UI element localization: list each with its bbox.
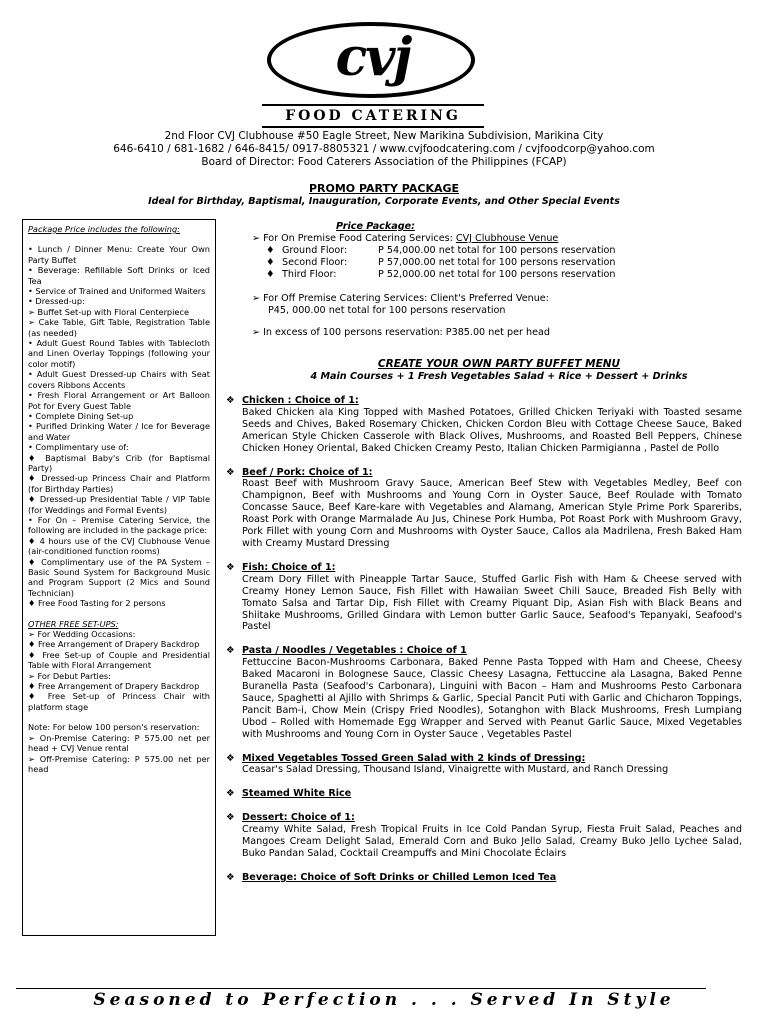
inclusions-list — [28, 244, 210, 608]
contact-line: 646-6410 / 681-1682 / 646-8415/ 0917-8805321 / www.cvjfoodcatering.com / cvjfoodcorp@yahoo.com — [113, 143, 655, 155]
diamond-bullet: ♦ — [266, 245, 275, 256]
other-setup-item: ♦ Free Arrangement of Drapery Backdrop — [28, 639, 200, 650]
four-diamond-icon: ❖ — [226, 645, 235, 657]
inclusion-item: ➢ Cake Table, Gift Table, Registration Table (as needed) — [28, 317, 210, 338]
menu-section-heading: Beverage: Choice of Soft Drinks or Chilled Lemon Iced Tea — [242, 871, 557, 883]
note-item: ➢ On-Premise Catering: P 575.00 net per head + CVJ Venue rental — [28, 732, 210, 754]
logo-name: FOOD CATERING — [285, 108, 461, 124]
floor-price-row — [252, 257, 746, 269]
menu-section-body: Roast Beef with Mushroom Gravy Sauce, American Beef Stew with Vegetables Medley, Beef con Champignon, Beef with Mushrooms and Young Corn in Oyster Sauce, Beef Roulade with Tomato Concasse Sauce, Beef Kare-kare with Vegetables and Alamang, American Style Prime Pork Spareribs, Roast Pork with Orange Marmalade Au Jus, Chinese Pork Humba, Pot Roast Pork with Mushroom Gravy, Pork Fillet with young Corn and Mushrooms with Oyster Sauce, Callos ala Madrilena, Fresh Baked Ham with Creamy Mustard Dressing — [242, 478, 742, 549]
menu-section-heading: Chicken : Choice of 1: — [242, 395, 359, 406]
floor-price: P 57,000.00 net total for 100 persons reservation — [378, 257, 616, 268]
four-diamond-icon: ❖ — [226, 752, 235, 764]
inclusion-item: • Beverage: Refillable Soft Drinks or Iced Tea — [28, 265, 210, 286]
buffet-title: CREATE YOUR OWN PARTY BUFFET MENU — [377, 358, 621, 370]
menu-section-body: Baked Chicken ala King Topped with Mashed Potatoes, Grilled Chicken Teriyaki with Toasted sesame Seeds and Chives, Baked Rosemary Chicken, Chicken Cordon Bleu with Cottage Cheese Sauce, Baked American Style Chicken Casserole with Black Olives, Mushrooms, and Roasted Bell Peppers, Chinese Chicken Honey Oriental, Baked Chicken Creamy Pesto, Italian Chicken Parmigianna , Pastel de Pollo — [242, 406, 742, 454]
floor-price-list — [252, 245, 746, 281]
board-line: Board of Director: Food Caterers Association of the Philippines (FCAP) — [201, 156, 567, 168]
promo-title-text: PROMO PARTY PACKAGE — [308, 182, 460, 195]
floor-price-row — [252, 245, 746, 257]
menu-section-heading: Pasta / Noodles / Vegetables : Choice of 1 — [242, 645, 467, 657]
address-line: 2nd Floor CVJ Clubhouse #50 Eagle Street, New Marikina Subdivision, Marikina City — [164, 130, 604, 142]
on-premise-venue: CVJ Clubhouse Venue — [455, 233, 559, 244]
floor-name: Second Floor: — [282, 257, 348, 268]
footer-rule — [16, 988, 706, 989]
inclusion-item: ➢ Buffet Set-up with Floral Centerpiece — [28, 306, 189, 317]
inclusion-item: • Purified Drinking Water / Ice for Beverage and Water — [28, 421, 210, 442]
company-logo — [258, 20, 488, 132]
menu-section-title — [226, 467, 742, 479]
floor-name: Ground Floor: — [282, 245, 348, 256]
off-premise-price: P45, 000.00 net total for 100 persons reservation — [268, 305, 506, 316]
logo-rule-top — [262, 104, 484, 106]
menu-section-heading: Dessert: Choice of 1: — [242, 812, 355, 824]
menu-section-heading: Beef / Pork: Choice of 1: — [242, 466, 373, 478]
inclusion-item: ♦ Free Food Tasting for 2 persons — [28, 598, 166, 609]
menu-section — [226, 753, 742, 777]
menu-section — [226, 872, 742, 884]
four-diamond-icon: ❖ — [226, 561, 235, 573]
inclusion-item: • Adult Guest Round Tables with Tablecloth and Linen Overlay Toppings (following your color motif) — [28, 338, 210, 369]
inclusion-item: • Complimentary use of: — [28, 442, 129, 453]
inclusion-item: • Dressed-up: — [28, 296, 85, 307]
menu-section-heading: Mixed Vegetables Tossed Green Salad with 2 kinds of Dressing: — [242, 752, 586, 764]
off-premise-line: ➢ For Off Premise Catering Services: Client's Preferred Venue: — [252, 293, 549, 304]
floor-price: P 54,000.00 net total for 100 persons reservation — [378, 245, 616, 256]
inclusion-item: • Fresh Floral Arrangement or Art Balloon Pot for Every Guest Table — [28, 390, 210, 411]
menu-section-body: Creamy White Salad, Fresh Tropical Fruits in Ice Cold Pandan Syrup, Fiesta Fruit Salad, Peaches and Mangoes Cream Delight Salad, Emerald Corn and Buko Jello Salad, Creamy Buko Jello Lychee Salad, Buko Pandan Salad, Cocktail Creampuffs and Mini Chocolate Éclairs — [242, 824, 742, 859]
logo-mark: cvj — [335, 27, 411, 88]
package-inclusions-box — [22, 219, 216, 936]
menu-section — [226, 395, 742, 455]
other-setup-item: ➢ For Debut Parties: — [28, 670, 111, 681]
diamond-bullet: ♦ — [266, 257, 275, 268]
menu-section-title — [226, 872, 742, 884]
menu-section-heading: Fish: Choice of 1: — [242, 561, 336, 573]
inclusion-item: • For On – Premise Catering Service, the following are included in the package price: — [28, 514, 210, 536]
inclusion-item: • Service of Trained and Uniformed Waiters — [28, 286, 206, 297]
menu-section-title — [226, 753, 742, 765]
menu-section-title — [226, 788, 742, 800]
menu-section — [226, 812, 742, 860]
floor-price: P 52,000.00 net total for 100 persons reservation — [378, 269, 616, 280]
buffet-subtitle: 4 Main Courses + 1 Fresh Vegetables Salad + Rice + Dessert + Drinks — [310, 371, 688, 382]
four-diamond-icon: ❖ — [226, 466, 235, 478]
other-setup-item: ♦ Free Set-up of Couple and Presidential Table with Floral Arrangement — [28, 649, 210, 671]
four-diamond-icon: ❖ — [226, 871, 235, 883]
four-diamond-icon: ❖ — [226, 812, 235, 824]
inclusion-item: ♦ Complimentary use of the PA System – Basic Sound System for Background Music and Program Support (2 Mics and Sound Technician) — [28, 556, 210, 598]
other-setup-item: ♦ Free Set-up of Princess Chair with platform stage — [28, 691, 210, 712]
inclusion-item: • Adult Guest Dressed-up Chairs with Seat covers Ribbons Accents — [28, 369, 210, 390]
diamond-bullet: ♦ — [266, 269, 275, 280]
inclusion-item: • Complete Dining Set-up — [28, 410, 134, 421]
inclusions-intro: Package Price includes the following: — [28, 224, 180, 234]
promo-title — [0, 182, 768, 195]
menu-section-title — [226, 395, 742, 407]
footer-slogan: Seasoned to Perfection . . . Served In Style — [93, 990, 675, 1010]
price-package-title: Price Package: — [336, 221, 415, 232]
menu-section-title — [226, 812, 742, 824]
menu-section-title — [226, 562, 742, 574]
other-setup-item: ♦ Free Arrangement of Drapery Backdrop — [28, 681, 200, 692]
other-setup-item: ➢ For Wedding Occasions: — [28, 629, 136, 640]
on-premise-line — [252, 233, 746, 245]
floor-name: Third Floor: — [282, 269, 337, 280]
excess-line: ➢ In excess of 100 persons reservation: P385.00 net per head — [252, 327, 550, 338]
price-package — [252, 221, 746, 339]
note-item: ➢ Off-Premise Catering: P 575.00 net per head — [28, 753, 210, 774]
inclusion-item: ♦ 4 hours use of the CVJ Clubhouse Venue (air-conditioned function rooms) — [28, 535, 210, 557]
menu-section — [226, 562, 742, 633]
floor-price-row — [252, 269, 746, 281]
menu-section — [226, 788, 742, 800]
inclusion-item: ♦ Baptismal Baby's Crib (for Baptismal Party) — [28, 452, 210, 473]
note-text: Note: For below 100 person's reservation: — [28, 722, 200, 733]
menu-section-body: Fettuccine Bacon-Mushrooms Carbonara, Baked Penne Pasta Topped with Ham and Cheese, Cheesy Baked Macaroni in Bolognese Sauce, Classic Cheesy Lasagna, Fettuccine ala Lasagna, Baked Penne Buranella Pasta (Seafood's Carbonara), Linguini with Bacon – Ham and Mushrooms Pesto Carbonara Sauce, Spaghetti al Ajillo with Shrimps & Garlic, Special Pancit Puti with Garlic and Chicharon Toppings, Pancit Bam-i, Chow Mein (Crispy Fried Noodles), Sotanghon with Black Mushrooms, Fresh Lumpiang Ubod – Rolled with Homemade Egg Wrapper and Served with Peanut Garlic Sauce, Mixed Vegetables with Mushrooms and Young Corn in Oyster Sauce , Vegetables Pastel — [242, 657, 742, 740]
promo-subtitle: Ideal for Birthday, Baptismal, Inauguration, Corporate Events, and Other Special Events — [148, 196, 620, 207]
menu-section-body: Ceasar's Salad Dressing, Thousand Island, Vinaigrette with Mustard, and Ranch Dressing — [242, 764, 669, 776]
menu-section — [226, 645, 742, 740]
menu-section — [226, 467, 742, 550]
inclusion-item: ♦ Dressed-up Princess Chair and Platform (for Birthday Parties) — [28, 473, 210, 494]
other-setups-list — [28, 629, 210, 712]
other-setups-title: OTHER FREE SET-UPS: — [28, 618, 119, 629]
on-premise-label: ➢ For On Premise Food Catering Services: — [252, 233, 456, 244]
menu-section-heading: Steamed White Rice — [242, 788, 352, 800]
menu-section-body: Cream Dory Fillet with Pineapple Tartar Sauce, Stuffed Garlic Fish with Ham & Cheese served with Creamy Honey Lemon Sauce, Fish Fillet with Hawaiian Sweet Chili Sauce, Breaded Fish Belly with Tomato Salsa and Tartar Dip, Fish Fillet with Creamy Piquant Dip, Asian Fish with Black Beans and Shiitake Mushrooms, Grilled Gindara with Lemon butter Garlic Sauce, Seafood's Tepanyaki, Seafood's Pastel — [242, 573, 742, 633]
four-diamond-icon: ❖ — [226, 788, 235, 800]
inclusion-item: ♦ Dressed-up Presidential Table / VIP Table (for Weddings and Formal Events) — [28, 494, 210, 515]
inclusion-item: • Lunch / Dinner Menu: Create Your Own Party Buffet — [28, 244, 210, 265]
logo-rule-bottom — [262, 126, 484, 128]
menu-section-title — [226, 645, 742, 657]
menu-list — [226, 395, 742, 884]
note-list — [28, 733, 210, 775]
four-diamond-icon: ❖ — [226, 395, 235, 406]
